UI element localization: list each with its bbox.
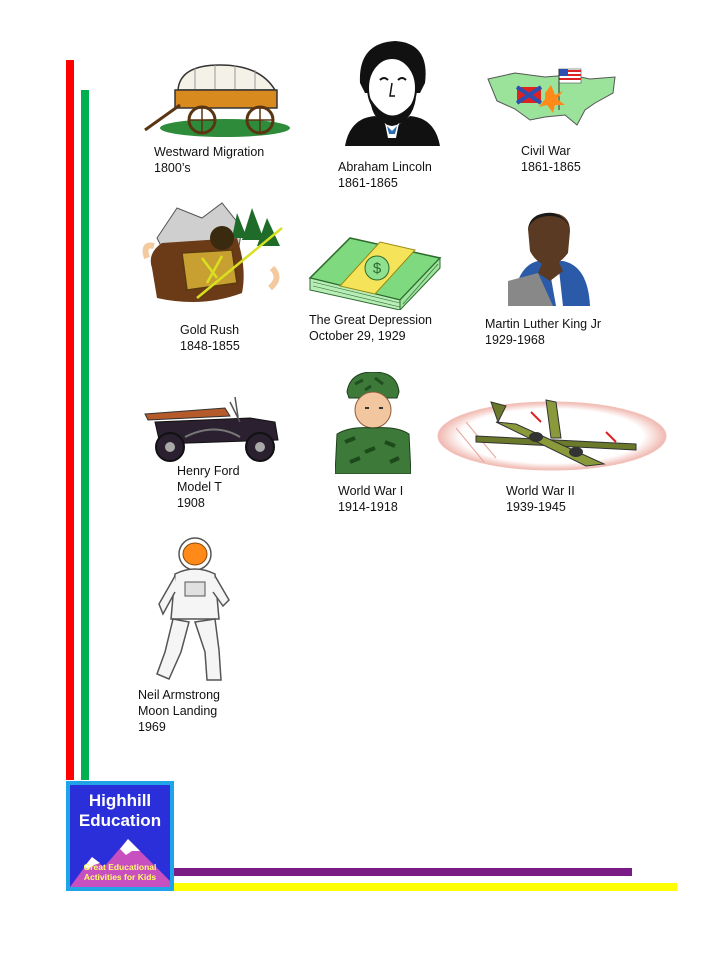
caption-line: Civil War bbox=[521, 144, 571, 158]
caption-line: Model T bbox=[177, 480, 222, 494]
timeline-item-armstrong bbox=[135, 530, 275, 745]
timeline-item-lincoln bbox=[335, 38, 465, 198]
caption-line: 1929-1968 bbox=[485, 333, 545, 347]
timeline-item-mlk bbox=[482, 208, 632, 353]
covered-wagon-icon bbox=[140, 60, 295, 140]
astronaut-icon bbox=[149, 534, 233, 686]
timeline-bar-green bbox=[81, 90, 89, 780]
logo-tagline-line: Activities for Kids bbox=[83, 872, 157, 882]
caption-line: Westward Migration bbox=[154, 145, 265, 159]
money-stack-icon bbox=[305, 228, 443, 310]
soldier-icon bbox=[335, 372, 411, 474]
caption-line: 1908 bbox=[177, 496, 205, 510]
caption-line: 1848-1855 bbox=[180, 339, 240, 353]
mlk-portrait-icon bbox=[508, 211, 593, 306]
caption-line: The Great Depression bbox=[309, 313, 432, 327]
gold-prospector-icon bbox=[142, 198, 292, 310]
caption-line: Neil Armstrong bbox=[138, 688, 220, 702]
timeline-item-gold-rush bbox=[140, 198, 300, 358]
logo-tagline bbox=[70, 862, 170, 882]
caption-line: Moon Landing bbox=[138, 704, 218, 718]
highhill-logo bbox=[66, 781, 174, 891]
caption-line: 1861-1865 bbox=[338, 176, 398, 190]
timeline-item-depression bbox=[305, 228, 450, 348]
caption-line: Henry Ford bbox=[177, 464, 240, 478]
timeline-bar-red bbox=[66, 60, 74, 780]
logo-tagline-line: Great Educational bbox=[83, 862, 157, 872]
logo-title-line: Highhill bbox=[88, 791, 152, 810]
timeline-bar-purple bbox=[174, 868, 632, 876]
caption-line: Martin Luther King Jr bbox=[485, 317, 602, 331]
caption-line: 1969 bbox=[138, 720, 166, 734]
caption-line: 1914-1918 bbox=[338, 500, 398, 514]
bomber-plane-icon bbox=[436, 392, 668, 474]
logo-panel bbox=[70, 785, 170, 887]
timeline-bar-yellow bbox=[174, 883, 677, 891]
lincoln-portrait-icon bbox=[340, 38, 445, 146]
caption-line: World War I bbox=[338, 484, 404, 498]
timeline-item-civil-war bbox=[485, 65, 625, 185]
us-map-flags-icon bbox=[485, 65, 620, 127]
svg-text:$: $ bbox=[372, 260, 382, 277]
caption-line: Gold Rush bbox=[180, 323, 240, 337]
model-t-car-icon bbox=[140, 392, 285, 464]
caption-line: 1800’s bbox=[154, 161, 191, 175]
timeline-item-ww2 bbox=[432, 392, 672, 522]
timeline-item-westward bbox=[140, 60, 300, 180]
logo-title-line: Education bbox=[78, 811, 162, 830]
caption-line: 1939-1945 bbox=[506, 500, 566, 514]
logo-title bbox=[70, 791, 170, 831]
caption-line: October 29, 1929 bbox=[309, 329, 406, 343]
caption-line: World War II bbox=[506, 484, 575, 498]
caption-line: 1861-1865 bbox=[521, 160, 581, 174]
caption-line: Abraham Lincoln bbox=[338, 160, 432, 174]
timeline-item-ford bbox=[140, 392, 290, 522]
